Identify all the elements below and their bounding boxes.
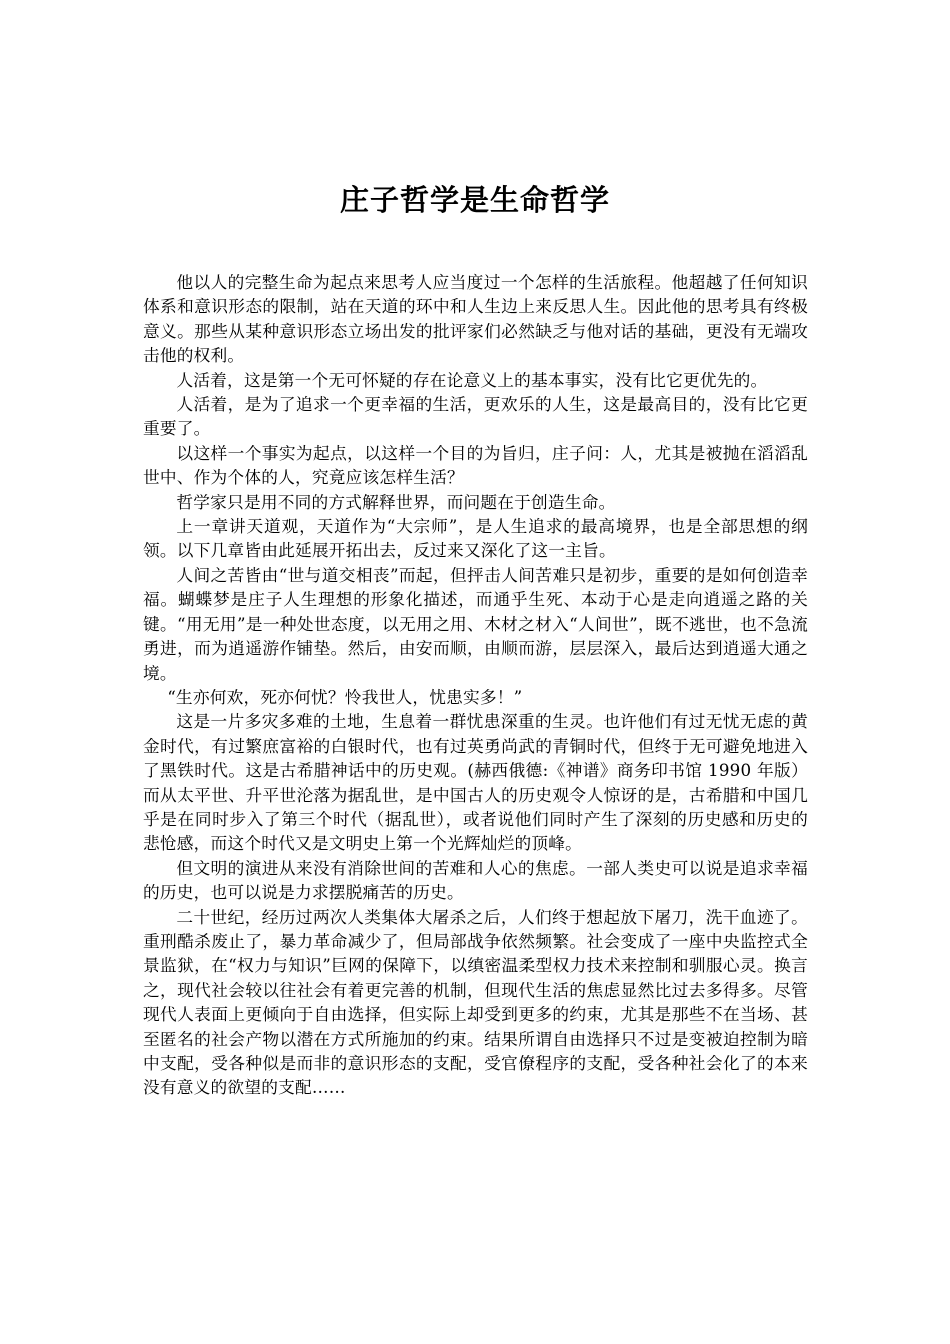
article-body (143, 270, 808, 1100)
paragraph-2: 人活着，这是第一个无可怀疑的存在论意义上的基本事实，没有比它更优先的。 (176, 369, 768, 390)
paragraph-4: 以这样一个事实为起点，以这样一个目的为旨归，庄子问：人，尤其是被抛在滔滔乱世中、作为个体的人，究竟应该怎样生活？ (143, 442, 808, 488)
paragraph-6: 上一章讲天道观，天道作为“大宗师”，是人生追求的最高境界，也是全部思想的纲领。以下几章皆由此延展开拓出去，反过来又深化了这一主旨。 (143, 516, 808, 561)
paragraph-7: 人间之苦皆由“世与道交相丧”而起，但抨击人间苦难只是初步，重要的是如何创造幸福。蝴蝶梦是庄子人生理想的形象化描述，而通乎生死、本动于心是走向逍遥之路的关键。“用无用”是一种处世态度，以无用之用、木材之材入“人间世”，既不逃世，也不急流勇进，而为逍遥游作铺垫。然后，由安而顺，由顺而游，层层深入，最后达到逍遥大通之境。 (143, 564, 808, 683)
paragraph-3: 人活着，是为了追求一个更幸福的生活，更欢乐的人生，这是最高目的，没有比它更重要了。 (143, 394, 808, 439)
paragraph-5: 哲学家只是用不同的方式解释世界，而问题在于创造生命。 (176, 491, 616, 512)
paragraph-11: 二十世纪，经历过两次人类集体大屠杀之后，人们终于想起放下屠刀，洗干血迹了。重刑酷杀废止了，暴力革命减少了，但局部战争依然频繁。社会变成了一座中央监控式全景监狱，在“权力与知识”巨网的保障下，以缜密温柔型权力技术来控制和驯服心灵。换言之，现代社会较以往社会有着更完善的机制，但现代生活的焦虑显然比过去多得多。尽管现代人表面上更倾向于自由选择，但实际上却受到更多的约束，尤其是那些不在当场、甚至匿名的社会产物以潜在方式所施加的约束。结果所谓自由选择只不过是变被迫控制为暗中支配，受各种似是而非的意识形态的支配，受官僚程序的支配，受各种社会化了的本来没有意义的欲望的支配…… (143, 906, 808, 1098)
page-title: 庄子哲学是生命哲学 (339, 183, 610, 217)
quote-paragraph: “生亦何欢，死亦何忧？怜我世人，忧患实多！” (167, 686, 523, 707)
paragraph-9: 这是一片多灾多难的土地，生息着一群忧患深重的生灵。也许他们有过无忧无虑的黄金时代，有过繁庶富裕的白银时代，也有过英勇尚武的青铜时代，但终于无可避免地进入了黑铁时代。这是古希腊神话中的历史观。(赫西俄德:《神谱》商务印书馆 1990 年版）而从太平世、升平世沦落为据乱世，是中国古人的历史观令人惊讶的是，古希腊和中国几乎是在同时步入了第三个时代（据乱世），或者说他们同时产生了深刻的历史感和历史的悲怆感，而这个时代又是文明史上第一个光辉灿烂的顶峰。 (143, 711, 808, 854)
paragraph-10: 但文明的演进从来没有消除世间的苦难和人心的焦虑。一部人类史可以说是追求幸福的历史，也可以说是力求摆脱痛苦的历史。 (143, 857, 808, 903)
paragraph-1: 他以人的完整生命为起点来思考人应当度过一个怎样的生活旅程。他超越了任何知识体系和意识形态的限制，站在天道的环中和人生边上来反思人生。因此他的思考具有终极意义。那些从某种意识形态立场出发的批评家们必然缺乏与他对话的基础，更没有无端攻击他的权利。 (143, 272, 808, 366)
